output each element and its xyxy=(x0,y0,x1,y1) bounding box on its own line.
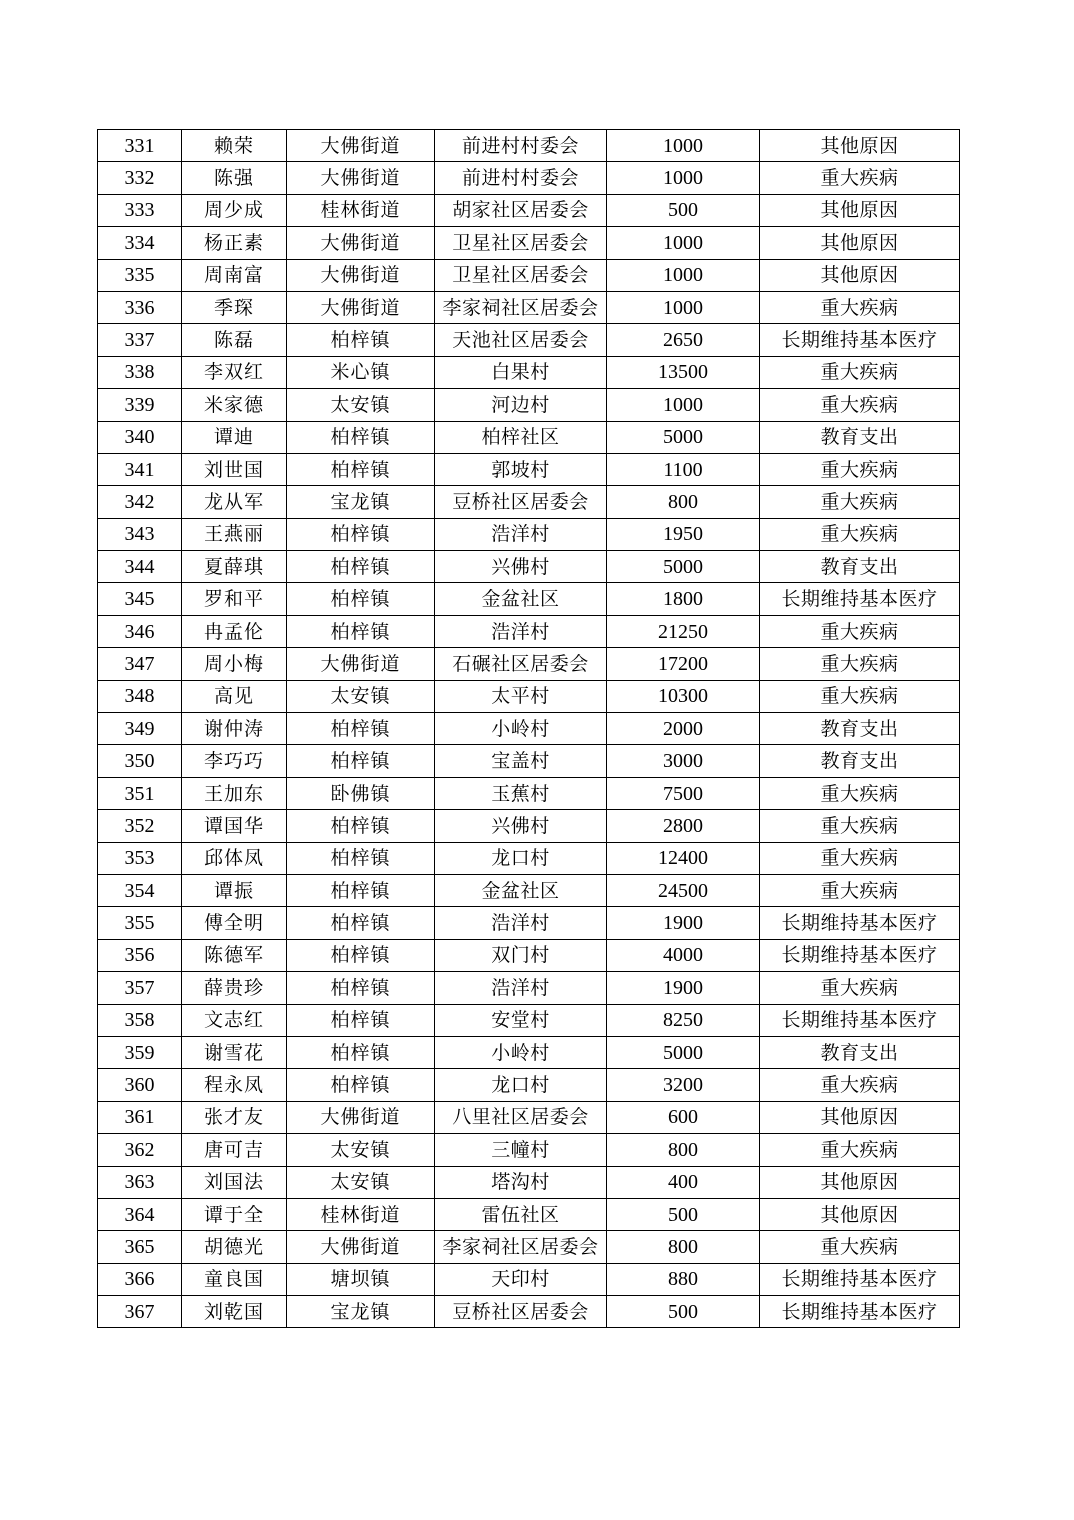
village-cell: 豆桥社区居委会 xyxy=(435,486,607,518)
village-cell: 龙口村 xyxy=(435,842,607,874)
village-cell: 柏梓社区 xyxy=(435,421,607,453)
reason-cell: 长期维持基本医疗 xyxy=(760,907,960,939)
name-cell: 刘乾国 xyxy=(182,1296,287,1328)
amount-cell: 12400 xyxy=(607,842,760,874)
town-cell: 柏梓镇 xyxy=(287,453,435,485)
village-cell: 雷伍社区 xyxy=(435,1198,607,1230)
reason-cell: 重大疾病 xyxy=(760,615,960,647)
row-number-cell: 346 xyxy=(98,615,182,647)
village-cell: 宝盖村 xyxy=(435,745,607,777)
name-cell: 童良国 xyxy=(182,1263,287,1295)
table-row xyxy=(98,291,960,323)
amount-cell: 24500 xyxy=(607,874,760,906)
village-cell: 安堂村 xyxy=(435,1004,607,1036)
amount-cell: 2650 xyxy=(607,324,760,356)
reason-cell: 重大疾病 xyxy=(760,389,960,421)
village-cell: 金盆社区 xyxy=(435,874,607,906)
village-cell: 卫星社区居委会 xyxy=(435,259,607,291)
name-cell: 谭国华 xyxy=(182,810,287,842)
village-cell: 胡家社区居委会 xyxy=(435,194,607,226)
amount-cell: 7500 xyxy=(607,777,760,809)
town-cell: 大佛街道 xyxy=(287,130,435,162)
name-cell: 赖荣 xyxy=(182,130,287,162)
amount-cell: 500 xyxy=(607,1296,760,1328)
village-cell: 双门村 xyxy=(435,939,607,971)
row-number-cell: 351 xyxy=(98,777,182,809)
table-row xyxy=(98,907,960,939)
amount-cell: 4000 xyxy=(607,939,760,971)
row-number-cell: 359 xyxy=(98,1036,182,1068)
village-cell: 八里社区居委会 xyxy=(435,1101,607,1133)
table-row xyxy=(98,972,960,1004)
town-cell: 米心镇 xyxy=(287,356,435,388)
row-number-cell: 343 xyxy=(98,518,182,550)
reason-cell: 教育支出 xyxy=(760,745,960,777)
name-cell: 周少成 xyxy=(182,194,287,226)
name-cell: 米家德 xyxy=(182,389,287,421)
row-number-cell: 350 xyxy=(98,745,182,777)
row-number-cell: 349 xyxy=(98,713,182,745)
row-number-cell: 332 xyxy=(98,162,182,194)
name-cell: 李双红 xyxy=(182,356,287,388)
amount-cell: 1000 xyxy=(607,291,760,323)
table-row xyxy=(98,713,960,745)
amount-cell: 5000 xyxy=(607,551,760,583)
reason-cell: 教育支出 xyxy=(760,551,960,583)
town-cell: 柏梓镇 xyxy=(287,907,435,939)
table-row xyxy=(98,259,960,291)
table-row xyxy=(98,745,960,777)
village-cell: 龙口村 xyxy=(435,1069,607,1101)
name-cell: 周南富 xyxy=(182,259,287,291)
village-cell: 卫星社区居委会 xyxy=(435,227,607,259)
table-row xyxy=(98,777,960,809)
amount-cell: 1900 xyxy=(607,907,760,939)
name-cell: 谭迪 xyxy=(182,421,287,453)
town-cell: 柏梓镇 xyxy=(287,842,435,874)
town-cell: 柏梓镇 xyxy=(287,745,435,777)
name-cell: 陈德军 xyxy=(182,939,287,971)
amount-cell: 1000 xyxy=(607,259,760,291)
town-cell: 卧佛镇 xyxy=(287,777,435,809)
village-cell: 河边村 xyxy=(435,389,607,421)
reason-cell: 长期维持基本医疗 xyxy=(760,324,960,356)
row-number-cell: 356 xyxy=(98,939,182,971)
village-cell: 小岭村 xyxy=(435,1036,607,1068)
name-cell: 陈磊 xyxy=(182,324,287,356)
row-number-cell: 361 xyxy=(98,1101,182,1133)
amount-cell: 800 xyxy=(607,1134,760,1166)
town-cell: 柏梓镇 xyxy=(287,810,435,842)
village-cell: 塔沟村 xyxy=(435,1166,607,1198)
town-cell: 太安镇 xyxy=(287,1134,435,1166)
town-cell: 柏梓镇 xyxy=(287,1004,435,1036)
amount-cell: 10300 xyxy=(607,680,760,712)
name-cell: 邱体凤 xyxy=(182,842,287,874)
amount-cell: 500 xyxy=(607,194,760,226)
row-number-cell: 364 xyxy=(98,1198,182,1230)
amount-cell: 1100 xyxy=(607,453,760,485)
name-cell: 周小梅 xyxy=(182,648,287,680)
row-number-cell: 337 xyxy=(98,324,182,356)
name-cell: 刘世国 xyxy=(182,453,287,485)
amount-cell: 2800 xyxy=(607,810,760,842)
name-cell: 谭于全 xyxy=(182,1198,287,1230)
village-cell: 白果村 xyxy=(435,356,607,388)
village-cell: 三幢村 xyxy=(435,1134,607,1166)
name-cell: 李巧巧 xyxy=(182,745,287,777)
name-cell: 龙从军 xyxy=(182,486,287,518)
village-cell: 兴佛村 xyxy=(435,551,607,583)
table-row xyxy=(98,939,960,971)
amount-cell: 21250 xyxy=(607,615,760,647)
table-row xyxy=(98,389,960,421)
town-cell: 柏梓镇 xyxy=(287,874,435,906)
amount-cell: 3200 xyxy=(607,1069,760,1101)
town-cell: 柏梓镇 xyxy=(287,972,435,1004)
name-cell: 谢雪花 xyxy=(182,1036,287,1068)
amount-cell: 800 xyxy=(607,1231,760,1263)
town-cell: 太安镇 xyxy=(287,1166,435,1198)
reason-cell: 教育支出 xyxy=(760,421,960,453)
town-cell: 大佛街道 xyxy=(287,162,435,194)
table-row xyxy=(98,810,960,842)
table-row xyxy=(98,648,960,680)
town-cell: 太安镇 xyxy=(287,680,435,712)
town-cell: 柏梓镇 xyxy=(287,583,435,615)
amount-cell: 17200 xyxy=(607,648,760,680)
table-body xyxy=(98,130,960,1328)
reason-cell: 长期维持基本医疗 xyxy=(760,1296,960,1328)
town-cell: 柏梓镇 xyxy=(287,324,435,356)
table-row xyxy=(98,583,960,615)
reason-cell: 其他原因 xyxy=(760,1198,960,1230)
name-cell: 程永凤 xyxy=(182,1069,287,1101)
village-cell: 李家祠社区居委会 xyxy=(435,1231,607,1263)
town-cell: 大佛街道 xyxy=(287,1231,435,1263)
row-number-cell: 334 xyxy=(98,227,182,259)
row-number-cell: 352 xyxy=(98,810,182,842)
reason-cell: 重大疾病 xyxy=(760,356,960,388)
reason-cell: 重大疾病 xyxy=(760,972,960,1004)
row-number-cell: 347 xyxy=(98,648,182,680)
reason-cell: 其他原因 xyxy=(760,1166,960,1198)
village-cell: 郭坡村 xyxy=(435,453,607,485)
row-number-cell: 342 xyxy=(98,486,182,518)
name-cell: 高见 xyxy=(182,680,287,712)
name-cell: 傅全明 xyxy=(182,907,287,939)
amount-cell: 800 xyxy=(607,486,760,518)
town-cell: 柏梓镇 xyxy=(287,615,435,647)
village-cell: 石碾社区居委会 xyxy=(435,648,607,680)
name-cell: 罗和平 xyxy=(182,583,287,615)
village-cell: 小岭村 xyxy=(435,713,607,745)
reason-cell: 重大疾病 xyxy=(760,518,960,550)
name-cell: 唐可吉 xyxy=(182,1134,287,1166)
reason-cell: 重大疾病 xyxy=(760,453,960,485)
town-cell: 宝龙镇 xyxy=(287,1296,435,1328)
row-number-cell: 340 xyxy=(98,421,182,453)
reason-cell: 重大疾病 xyxy=(760,291,960,323)
reason-cell: 其他原因 xyxy=(760,227,960,259)
row-number-cell: 363 xyxy=(98,1166,182,1198)
row-number-cell: 333 xyxy=(98,194,182,226)
amount-cell: 400 xyxy=(607,1166,760,1198)
reason-cell: 长期维持基本医疗 xyxy=(760,939,960,971)
village-cell: 金盆社区 xyxy=(435,583,607,615)
amount-cell: 2000 xyxy=(607,713,760,745)
row-number-cell: 335 xyxy=(98,259,182,291)
reason-cell: 重大疾病 xyxy=(760,810,960,842)
name-cell: 王加东 xyxy=(182,777,287,809)
table-row xyxy=(98,1069,960,1101)
amount-cell: 500 xyxy=(607,1198,760,1230)
table-row xyxy=(98,453,960,485)
town-cell: 大佛街道 xyxy=(287,227,435,259)
name-cell: 杨正素 xyxy=(182,227,287,259)
amount-cell: 3000 xyxy=(607,745,760,777)
town-cell: 塘坝镇 xyxy=(287,1263,435,1295)
amount-cell: 880 xyxy=(607,1263,760,1295)
table-row xyxy=(98,551,960,583)
table-row xyxy=(98,486,960,518)
row-number-cell: 358 xyxy=(98,1004,182,1036)
table-row xyxy=(98,874,960,906)
row-number-cell: 354 xyxy=(98,874,182,906)
reason-cell: 重大疾病 xyxy=(760,777,960,809)
table-row xyxy=(98,421,960,453)
table-row xyxy=(98,130,960,162)
table-row xyxy=(98,1004,960,1036)
village-cell: 浩洋村 xyxy=(435,518,607,550)
amount-cell: 1000 xyxy=(607,130,760,162)
reason-cell: 重大疾病 xyxy=(760,648,960,680)
reason-cell: 其他原因 xyxy=(760,130,960,162)
table-row xyxy=(98,680,960,712)
amount-cell: 5000 xyxy=(607,421,760,453)
reason-cell: 重大疾病 xyxy=(760,1134,960,1166)
reason-cell: 教育支出 xyxy=(760,1036,960,1068)
table-row xyxy=(98,227,960,259)
row-number-cell: 331 xyxy=(98,130,182,162)
name-cell: 薛贵珍 xyxy=(182,972,287,1004)
town-cell: 太安镇 xyxy=(287,389,435,421)
town-cell: 柏梓镇 xyxy=(287,518,435,550)
town-cell: 大佛街道 xyxy=(287,648,435,680)
reason-cell: 重大疾病 xyxy=(760,162,960,194)
amount-cell: 1000 xyxy=(607,389,760,421)
town-cell: 大佛街道 xyxy=(287,259,435,291)
reason-cell: 长期维持基本医疗 xyxy=(760,583,960,615)
reason-cell: 重大疾病 xyxy=(760,486,960,518)
row-number-cell: 336 xyxy=(98,291,182,323)
table-row xyxy=(98,1198,960,1230)
name-cell: 谢仲涛 xyxy=(182,713,287,745)
row-number-cell: 365 xyxy=(98,1231,182,1263)
row-number-cell: 345 xyxy=(98,583,182,615)
name-cell: 谭振 xyxy=(182,874,287,906)
reason-cell: 重大疾病 xyxy=(760,874,960,906)
name-cell: 刘国法 xyxy=(182,1166,287,1198)
name-cell: 季琛 xyxy=(182,291,287,323)
row-number-cell: 344 xyxy=(98,551,182,583)
town-cell: 柏梓镇 xyxy=(287,713,435,745)
amount-cell: 1900 xyxy=(607,972,760,1004)
village-cell: 浩洋村 xyxy=(435,907,607,939)
name-cell: 张才友 xyxy=(182,1101,287,1133)
table-row xyxy=(98,162,960,194)
row-number-cell: 366 xyxy=(98,1263,182,1295)
town-cell: 桂林街道 xyxy=(287,194,435,226)
table-row xyxy=(98,1231,960,1263)
row-number-cell: 355 xyxy=(98,907,182,939)
reason-cell: 重大疾病 xyxy=(760,1231,960,1263)
name-cell: 冉孟伦 xyxy=(182,615,287,647)
amount-cell: 1950 xyxy=(607,518,760,550)
town-cell: 柏梓镇 xyxy=(287,1036,435,1068)
village-cell: 天池社区居委会 xyxy=(435,324,607,356)
name-cell: 胡德光 xyxy=(182,1231,287,1263)
name-cell: 陈强 xyxy=(182,162,287,194)
table-row xyxy=(98,842,960,874)
row-number-cell: 353 xyxy=(98,842,182,874)
town-cell: 柏梓镇 xyxy=(287,421,435,453)
table-row xyxy=(98,1134,960,1166)
amount-cell: 5000 xyxy=(607,1036,760,1068)
reason-cell: 教育支出 xyxy=(760,713,960,745)
town-cell: 柏梓镇 xyxy=(287,1069,435,1101)
table-row xyxy=(98,194,960,226)
village-cell: 玉蕉村 xyxy=(435,777,607,809)
table-row xyxy=(98,1263,960,1295)
row-number-cell: 357 xyxy=(98,972,182,1004)
reason-cell: 其他原因 xyxy=(760,1101,960,1133)
table-row xyxy=(98,518,960,550)
town-cell: 桂林街道 xyxy=(287,1198,435,1230)
amount-cell: 1800 xyxy=(607,583,760,615)
village-cell: 兴佛村 xyxy=(435,810,607,842)
table-row xyxy=(98,1166,960,1198)
table-row xyxy=(98,324,960,356)
village-cell: 天印村 xyxy=(435,1263,607,1295)
reason-cell: 长期维持基本医疗 xyxy=(760,1263,960,1295)
town-cell: 柏梓镇 xyxy=(287,939,435,971)
amount-cell: 1000 xyxy=(607,227,760,259)
village-cell: 浩洋村 xyxy=(435,615,607,647)
village-cell: 浩洋村 xyxy=(435,972,607,1004)
table-row xyxy=(98,615,960,647)
reason-cell: 重大疾病 xyxy=(760,842,960,874)
table-row xyxy=(98,1036,960,1068)
row-number-cell: 341 xyxy=(98,453,182,485)
row-number-cell: 360 xyxy=(98,1069,182,1101)
town-cell: 大佛街道 xyxy=(287,291,435,323)
reason-cell: 长期维持基本医疗 xyxy=(760,1004,960,1036)
row-number-cell: 362 xyxy=(98,1134,182,1166)
amount-cell: 600 xyxy=(607,1101,760,1133)
table-row xyxy=(98,1296,960,1328)
reason-cell: 其他原因 xyxy=(760,259,960,291)
town-cell: 大佛街道 xyxy=(287,1101,435,1133)
assistance-table xyxy=(97,129,960,1328)
row-number-cell: 367 xyxy=(98,1296,182,1328)
amount-cell: 1000 xyxy=(607,162,760,194)
table-row xyxy=(98,356,960,388)
name-cell: 文志红 xyxy=(182,1004,287,1036)
village-cell: 太平村 xyxy=(435,680,607,712)
village-cell: 李家祠社区居委会 xyxy=(435,291,607,323)
town-cell: 柏梓镇 xyxy=(287,551,435,583)
name-cell: 王燕丽 xyxy=(182,518,287,550)
row-number-cell: 338 xyxy=(98,356,182,388)
amount-cell: 8250 xyxy=(607,1004,760,1036)
name-cell: 夏薛琪 xyxy=(182,551,287,583)
reason-cell: 其他原因 xyxy=(760,194,960,226)
reason-cell: 重大疾病 xyxy=(760,680,960,712)
amount-cell: 13500 xyxy=(607,356,760,388)
village-cell: 前进村村委会 xyxy=(435,130,607,162)
village-cell: 前进村村委会 xyxy=(435,162,607,194)
row-number-cell: 348 xyxy=(98,680,182,712)
table-row xyxy=(98,1101,960,1133)
town-cell: 宝龙镇 xyxy=(287,486,435,518)
row-number-cell: 339 xyxy=(98,389,182,421)
reason-cell: 重大疾病 xyxy=(760,1069,960,1101)
village-cell: 豆桥社区居委会 xyxy=(435,1296,607,1328)
